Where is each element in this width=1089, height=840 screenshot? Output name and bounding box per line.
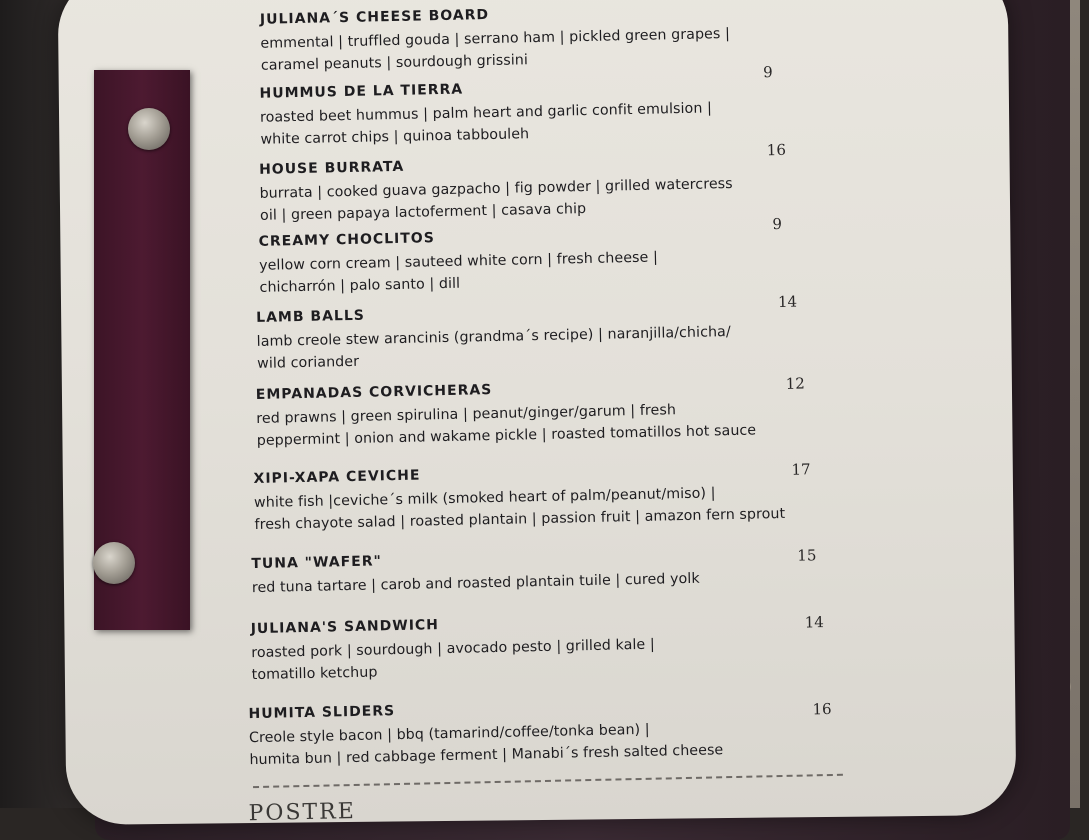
menu-item-description: Creole style bacon | bbq (tamarind/coffee/tonka bean) | bbox=[248, 721, 650, 747]
menu-item-burrata bbox=[259, 152, 733, 227]
menu-item-description: roasted pork | sourdough | avocado pesto | grilled kale | bbox=[251, 636, 655, 662]
menu-item-name: JULIANA'S SANDWICH bbox=[250, 617, 440, 638]
menu-item-description: chicharrón | palo santo | dill bbox=[259, 275, 461, 296]
section-divider bbox=[253, 774, 843, 788]
menu-item-name: HUMITA SLIDERS bbox=[248, 703, 396, 723]
menu-item-name: XIPI-XAPA CEVICHE bbox=[253, 467, 421, 488]
menu-item-empanadas bbox=[256, 376, 757, 451]
menu-item-choclitos bbox=[258, 226, 658, 299]
menu-item-description: tomatillo ketchup bbox=[251, 664, 378, 684]
menu-item-price: 9 bbox=[772, 214, 783, 234]
menu-item-description: fresh chayote salad | roasted plantain | passion fruit | amazon fern sprout bbox=[254, 505, 786, 534]
menu-item-description: red prawns | green spirulina | peanut/ginger/garum | fresh bbox=[256, 402, 677, 427]
menu-item-price: 14 bbox=[804, 613, 824, 632]
menu-item-tuna-wafer bbox=[251, 547, 700, 599]
menu-item-description: wild coriander bbox=[257, 353, 360, 372]
menu-item-hummus bbox=[259, 76, 712, 150]
menu-item-description: white fish |ceviche´s milk (smoked heart of palm/peanut/miso) | bbox=[253, 485, 716, 512]
menu-item-price: 14 bbox=[777, 292, 798, 311]
menu-item-name: CREAMY CHOCLITOS bbox=[258, 230, 435, 250]
menu-item-price: 16 bbox=[766, 140, 787, 160]
menu-item-description: roasted beet hummus | palm heart and garlic confit emulsion | bbox=[259, 100, 713, 126]
menu-item-name: HUMMUS DE LA TIERRA bbox=[259, 81, 464, 102]
menu-item-description: humita bun | red cabbage ferment | Manabi´s fresh salted cheese bbox=[249, 742, 724, 769]
menu-item-price: 9 bbox=[762, 63, 773, 82]
menu-item-description: caramel peanuts | sourdough grissini bbox=[260, 52, 529, 74]
menu-item-description: peppermint | onion and wakame pickle | roasted tomatillos hot sauce bbox=[256, 422, 757, 449]
menu-item-name: TUNA "WAFER" bbox=[251, 553, 383, 573]
menu-item-sandwich bbox=[251, 613, 656, 686]
menu-item-description: red tuna tartare | carob and roasted plantain tuile | cured yolk bbox=[251, 570, 700, 597]
menu-item-name: LAMB BALLS bbox=[256, 307, 366, 326]
menu-item-price: 15 bbox=[797, 546, 817, 565]
menu-item-description: emmental | truffled gouda | serrano ham | pickled green grapes | bbox=[260, 25, 731, 52]
menu-item-humita-sliders bbox=[248, 696, 723, 771]
menu-item-description: burrata | cooked guava gazpacho | fig powder | grilled watercress bbox=[259, 175, 733, 202]
menu-item-description: oil | green papaya lactoferment | casava chip bbox=[259, 200, 587, 224]
menu-item-name: JULIANA´S CHEESE BOARD bbox=[259, 6, 490, 28]
menu-item-name: HOUSE BURRATA bbox=[258, 158, 405, 178]
menu-item-description: white carrot chips | quinoa tabbouleh bbox=[260, 126, 530, 148]
menu-item-price: 12 bbox=[785, 374, 805, 393]
menu-item-name: EMPANADAS CORVICHERAS bbox=[255, 381, 493, 403]
menu-item-description: lamb creole stew arancinis (grandma´s recipe) | naranjilla/chicha/ bbox=[256, 323, 731, 350]
menu-item-cheese-board bbox=[260, 2, 731, 77]
menu-item-description: yellow corn cream | sauteed white corn | fresh cheese | bbox=[258, 249, 659, 274]
menu-item-price: 16 bbox=[812, 699, 832, 719]
menu-item-lamb-balls bbox=[256, 300, 731, 375]
menu-item-ceviche bbox=[253, 460, 785, 536]
menu-item-price: 17 bbox=[791, 460, 811, 479]
next-section-heading: POSTRE bbox=[248, 798, 357, 827]
